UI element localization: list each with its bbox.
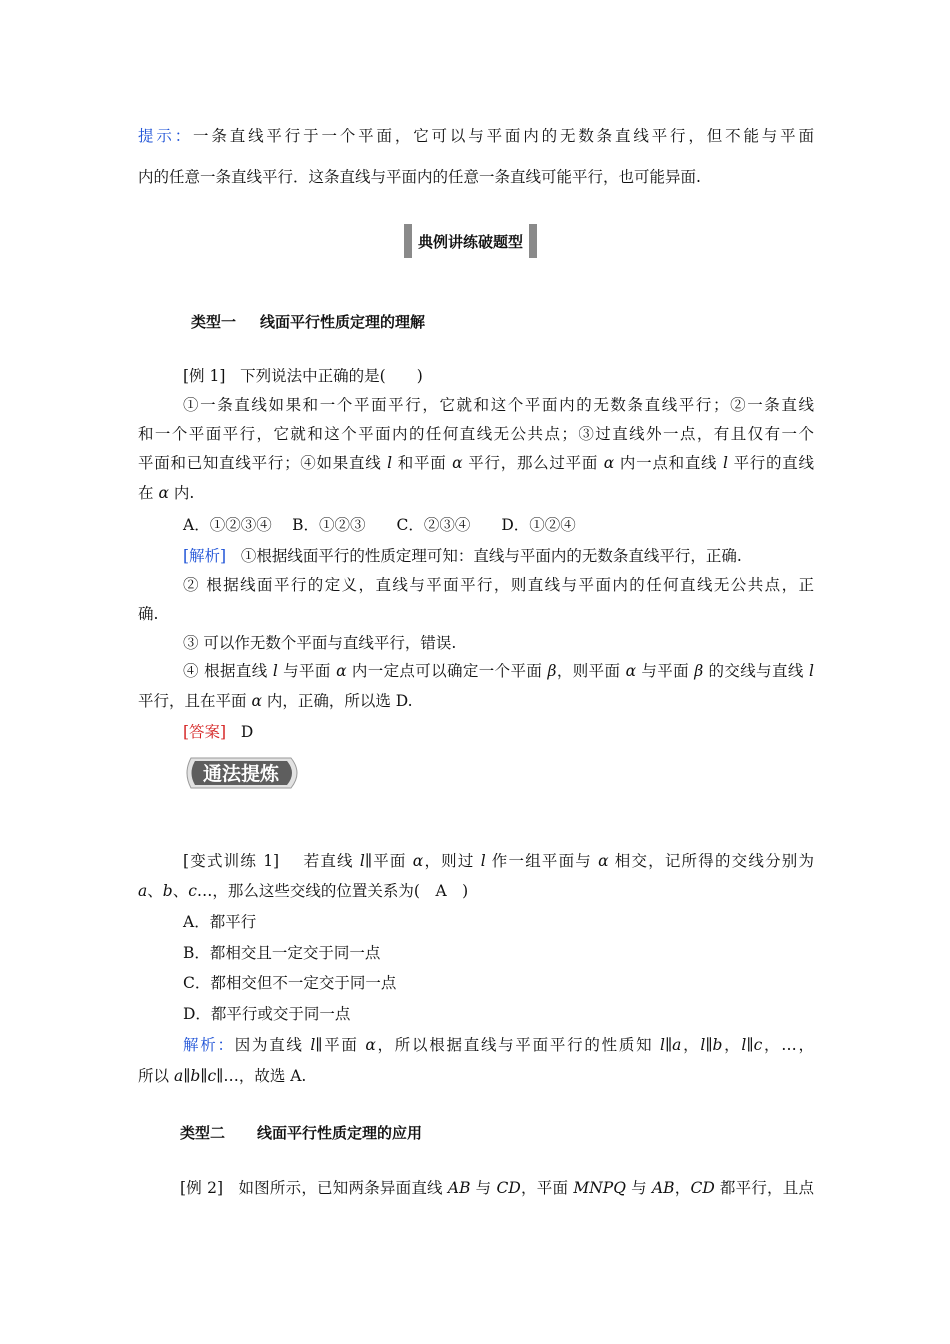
variant1-option-a: A．都平行 (183, 913, 257, 931)
example1-analysis-2b: 确. (138, 605, 159, 623)
type1-heading: 类型一 线面平行性质定理的理解 (191, 313, 426, 331)
example1-analysis-3: ③ 可以作无数个平面与直线平行，错误. (183, 634, 457, 652)
badge-text: 通法提炼 (202, 763, 280, 785)
example1-analysis-4: ④ 根据直线 l 与平面 α 内一定点可以确定一个平面 β，则平面 α 与平面 β 的交线与直线 l (183, 662, 814, 680)
banner-left-bar (404, 224, 412, 258)
variant1-analysis-1: 解析：因为直线 l∥平面 α，所以根据直线与平面平行的性质知 l∥a，l∥b，l∥c，…， (183, 1036, 814, 1054)
type2-heading: 类型二 线面平行性质定理的应用 (180, 1124, 423, 1142)
variant1-option-b: B．都相交且一定交于同一点 (183, 944, 381, 962)
banner-right-bar (529, 224, 537, 258)
banner-title: 典例讲练破题型 (418, 232, 524, 251)
analysis-label: [解析] (183, 547, 227, 565)
example1-line-4: 在 α 内. (138, 484, 195, 502)
example1-line-1: ①一条直线如果和一个平面平行，它就和这个平面内的无数条直线平行；②一条直线 (183, 396, 814, 414)
variant1-line-1: [变式训练 1] 若直线 l∥平面 α，则过 l 作一组平面与 α 相交，记所得的交线分别为 (183, 852, 814, 870)
section-banner (404, 224, 537, 258)
example1-answer: [答案] D (183, 723, 254, 741)
example1-analysis-1: [解析] ①根据线面平行的性质定理可知：直线与平面内的无数条直线平行，正确. (183, 547, 742, 565)
hint-label: 提示： (138, 127, 194, 145)
answer-label: [答案] (183, 723, 227, 741)
example1-line-2: 和一个平面平行，它就和这个平面内的任何直线无公共点；③过直线外一点，有且仅有一个 (138, 425, 814, 443)
variant1-line-2: a、b、c…，那么这些交线的位置关系为( A ) (138, 882, 469, 900)
example1-question: [例 1] 下列说法中正确的是( ) (183, 367, 423, 385)
hint-line-2: 内的任意一条直线平行．这条直线与平面内的任意一条直线可能平行，也可能异面. (138, 168, 701, 186)
variant1-analysis-label: 解析： (183, 1036, 235, 1054)
example1-analysis-2: ② 根据线面平行的定义，直线与平面平行，则直线与平面内的任何直线无公共点，正 (183, 576, 814, 594)
variant1-option-d: D．都平行或交于同一点 (183, 1005, 351, 1023)
example1-analysis-5: 平行，且在平面 α 内，正确，所以选 D. (138, 692, 413, 710)
hint-line-1: 提示：一条直线平行于一个平面，它可以与平面内的无数条直线平行，但不能与平面 (138, 127, 814, 145)
example2-line-1: [例 2] 如图所示，已知两条异面直线 AB 与 CD，平面 MNPQ 与 AB，CD 都平行，且点 (180, 1179, 814, 1197)
example1-options: A．①②③④ B．①②③ C．②③④ D．①②④ (183, 516, 576, 534)
variant1-analysis-2: 所以 a∥b∥c∥…，故选 A. (138, 1067, 307, 1085)
method-summary-badge (183, 754, 305, 792)
example1-line-3: 平面和已知直线平行；④如果直线 l 和平面 α 平行，那么过平面 α 内一点和直线 l 平行的直线 (138, 454, 815, 472)
variant1-option-c: C．都相交但不一定交于同一点 (183, 974, 397, 992)
